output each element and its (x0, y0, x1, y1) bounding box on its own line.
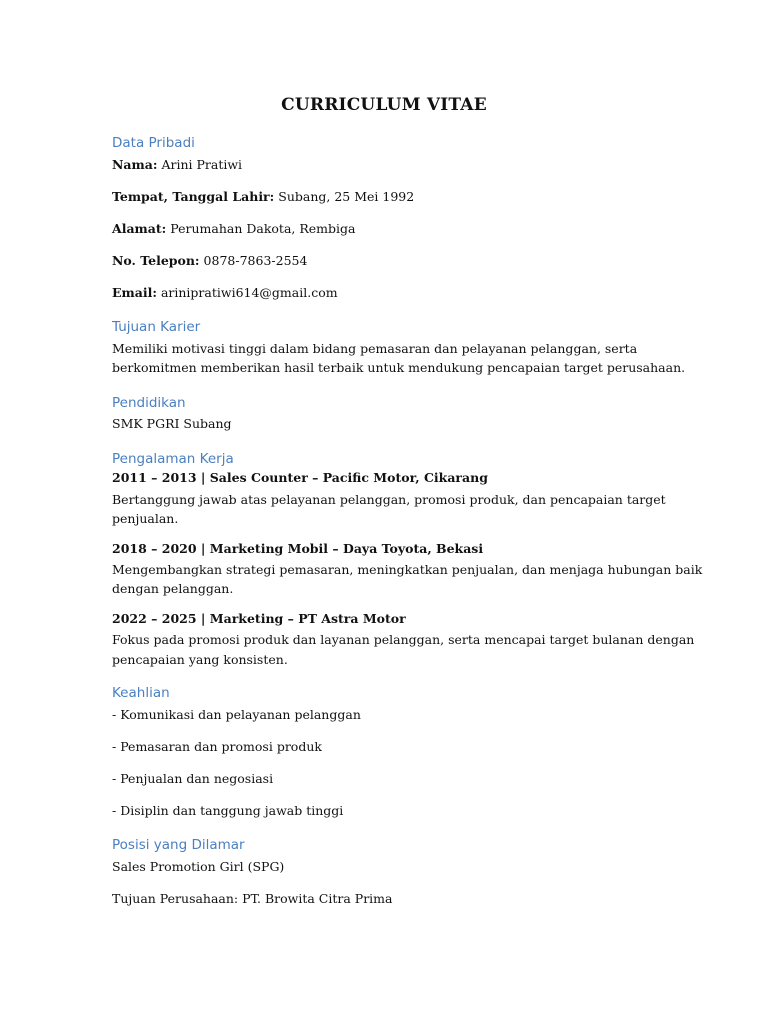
heading-posisi-dilamar: Posisi yang Dilamar (112, 837, 245, 853)
job-title: 2022 – 2025 | Marketing – PT Astra Motor (112, 611, 406, 626)
heading-pengalaman-kerja: Pengalaman Kerja (112, 451, 234, 467)
tujuan-karier-line-2: berkomitmen memberikan hasil terbaik untuk mendukung pencapaian target perusahaan. (112, 360, 686, 375)
job-desc-line-2: pencapaian yang konsisten. (112, 652, 288, 667)
field-alamat (112, 219, 355, 238)
field-label: Nama: (112, 157, 158, 172)
field-telepon (112, 251, 307, 270)
job-title: 2018 – 2020 | Marketing Mobil – Daya Toyota, Bekasi (112, 541, 484, 556)
heading-pendidikan: Pendidikan (112, 395, 186, 411)
job-desc-line-2: penjualan. (112, 511, 179, 526)
skill-item: - Penjualan dan negosiasi (112, 771, 274, 786)
job-desc-line-1: Bertanggung jawab atas pelayanan pelanggan, promosi produk, dan pencapaian target (112, 492, 666, 507)
field-value: arinipratiwi614@gmail.com (160, 285, 338, 300)
skill-item: - Pemasaran dan promosi produk (112, 739, 322, 754)
tujuan-perusahaan: Tujuan Perusahaan: PT. Browita Citra Prima (112, 891, 393, 906)
field-value: Perumahan Dakota, Rembiga (170, 221, 356, 236)
heading-keahlian: Keahlian (112, 685, 170, 701)
pendidikan-text: SMK PGRI Subang (112, 416, 232, 431)
field-tempat-tanggal-lahir (112, 187, 414, 206)
heading-data-pribadi: Data Pribadi (112, 135, 195, 151)
field-email (112, 283, 338, 302)
skill-item: - Komunikasi dan pelayanan pelanggan (112, 707, 361, 722)
job-desc-line-1: Fokus pada promosi produk dan layanan pelanggan, serta mencapai target bulanan dengan (112, 632, 695, 647)
heading-tujuan-karier: Tujuan Karier (112, 319, 201, 335)
field-label: Email: (112, 285, 157, 300)
job-desc-line-1: Mengembangkan strategi pemasaran, meningkatkan penjualan, dan menjaga hubungan baik (112, 562, 703, 577)
field-nama (112, 155, 242, 174)
field-value: 0878-7863-2554 (203, 253, 308, 268)
field-label: No. Telepon: (112, 253, 200, 268)
posisi-text: Sales Promotion Girl (SPG) (112, 859, 285, 874)
document-title: CURRICULUM VITAE (281, 95, 487, 115)
job-desc-line-2: dengan pelanggan. (112, 581, 234, 596)
tujuan-karier-line-1: Memiliki motivasi tinggi dalam bidang pemasaran dan pelayanan pelanggan, serta (112, 341, 638, 356)
field-label: Alamat: (112, 221, 167, 236)
job-title: 2011 – 2013 | Sales Counter – Pacific Motor, Cikarang (112, 470, 488, 485)
field-value: Arini Pratiwi (161, 157, 243, 172)
skill-item: - Disiplin dan tanggung jawab tinggi (112, 803, 344, 818)
field-value: Subang, 25 Mei 1992 (278, 189, 415, 204)
field-label: Tempat, Tanggal Lahir: (112, 189, 275, 204)
